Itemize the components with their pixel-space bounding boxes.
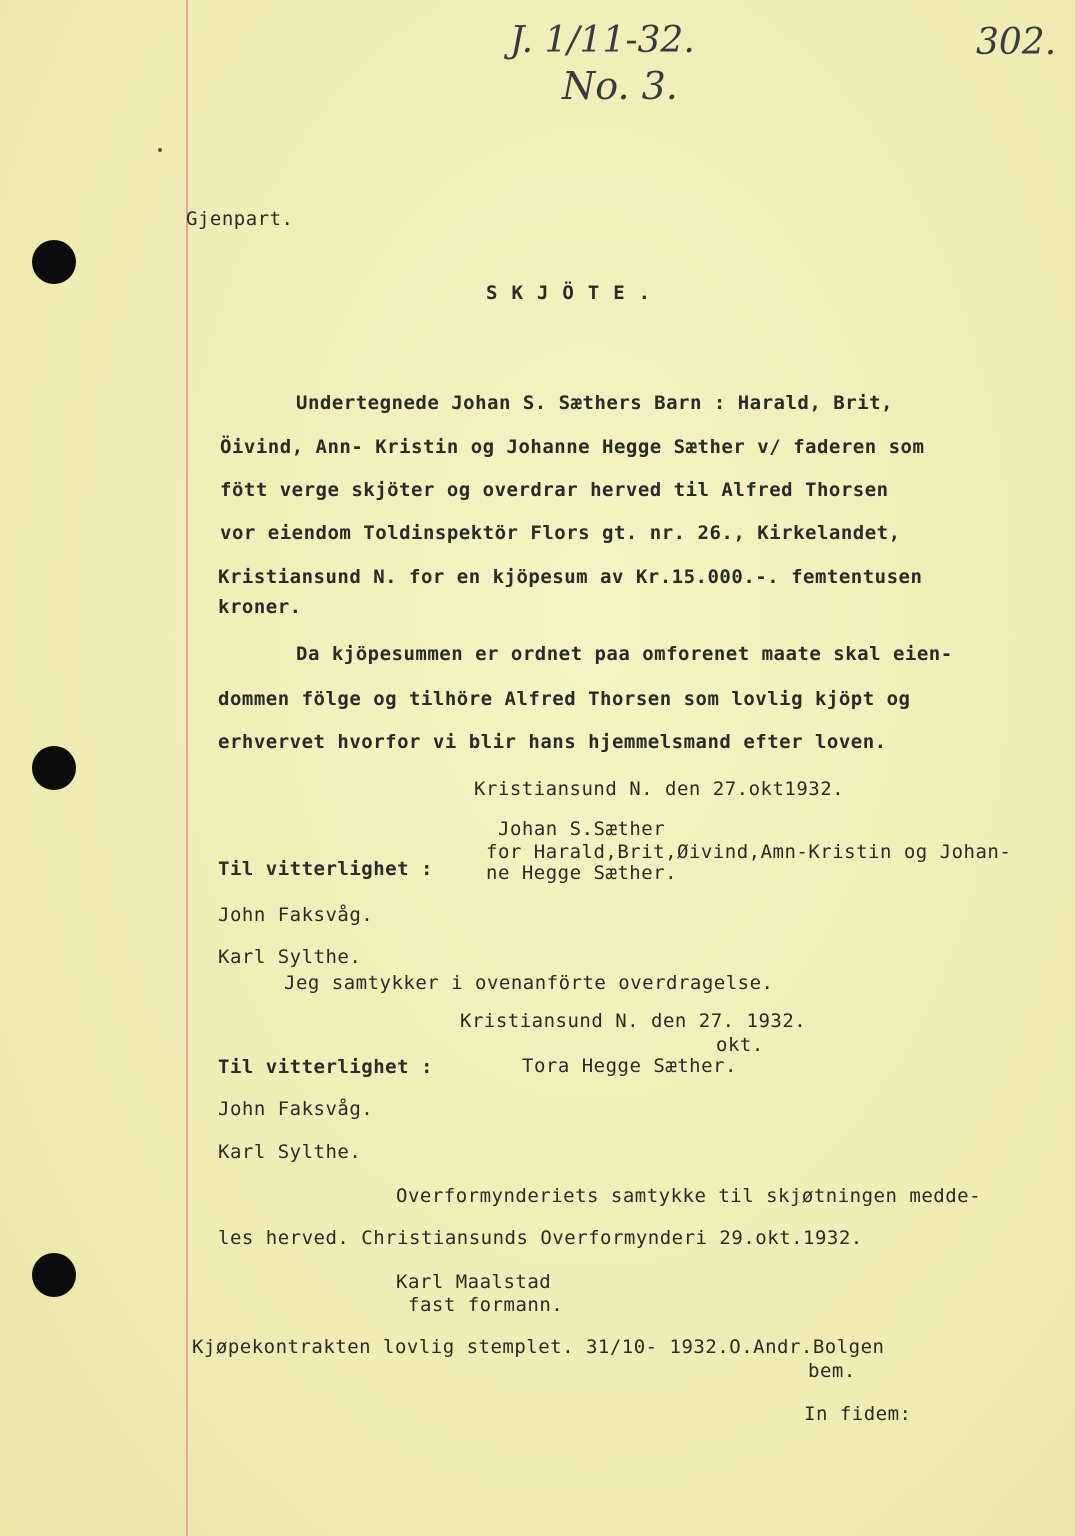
witness-label: Til vitterlighet : <box>218 858 433 880</box>
handwritten-date: J. 1/11-32. <box>510 20 695 61</box>
document-title: SKJÖTE. <box>486 282 665 304</box>
signer-line: Tora Hegge Sæther. <box>522 1055 737 1077</box>
consent-statement: Jeg samtykker i ovenanförte overdragelse. <box>284 972 774 994</box>
body-line: erhvervet hvorfor vi blir hans hjemmelsmand efter loven. <box>218 731 887 753</box>
body-line: vor eiendom Toldinspektör Flors gt. nr. 26., Kirkelandet, <box>220 522 901 544</box>
signer-line: for Harald,Brit,Øivind,Amn-Kristin og Johan- <box>486 841 1012 863</box>
body-line: Da kjöpesummen er ordnet paa omforenet maate skal eien- <box>296 643 953 665</box>
body-line: Kristiansund N. for en kjöpesum av Kr.15.000.-. femtentusen <box>218 566 923 588</box>
ink-dot <box>158 148 162 152</box>
witness-label: Til vitterlighet : <box>218 1056 433 1078</box>
place-date: Kristiansund N. den 27. 1932. <box>460 1010 807 1032</box>
stamp-line: Kjøpekontrakten lovlig stemplet. 31/10- 1932.O.Andr.Bolgen <box>192 1336 885 1358</box>
signer-line: Johan S.Sæther <box>498 818 666 840</box>
witness-name: John Faksvåg. <box>218 904 374 926</box>
body-line: kroner. <box>218 596 302 618</box>
handwritten-number: No. 3. <box>562 64 678 108</box>
margin-line <box>186 0 188 1536</box>
body-line: Öivind, Ann- Kristin og Johanne Hegge Sæther v/ faderen som <box>220 436 925 458</box>
signer-line: ne Hegge Sæther. <box>486 862 678 884</box>
stamp-line: bem. <box>808 1360 856 1382</box>
body-line: dommen fölge og tilhöre Alfred Thorsen som lovlig kjöpt og <box>218 688 911 710</box>
handwritten-page-number: 302. <box>976 22 1057 63</box>
punch-hole <box>32 1253 76 1297</box>
overformynderi-line: les herved. Christiansunds Overformynderi 29.okt.1932. <box>218 1227 863 1249</box>
place-date-month: okt. <box>716 1034 764 1056</box>
body-line: fött verge skjöter og overdrar herved til Alfred Thorsen <box>220 479 889 501</box>
place-date: Kristiansund N. den 27.okt1932. <box>474 778 845 800</box>
overformynderi-line: Overformynderiets samtykke til skjøtningen medde- <box>396 1185 982 1207</box>
witness-name: Karl Sylthe. <box>218 946 362 968</box>
witness-name: Karl Sylthe. <box>218 1141 362 1163</box>
punch-hole <box>32 746 76 790</box>
heading: Gjenpart. <box>186 208 294 230</box>
body-line: Undertegnede Johan S. Sæthers Barn : Harald, Brit, <box>296 392 893 414</box>
witness-name: John Faksvåg. <box>218 1098 374 1120</box>
punch-hole <box>32 240 76 284</box>
in-fidem: In fidem: <box>804 1403 912 1425</box>
signer-line: Karl Maalstad <box>396 1271 552 1293</box>
signer-line: fast formann. <box>408 1294 564 1316</box>
